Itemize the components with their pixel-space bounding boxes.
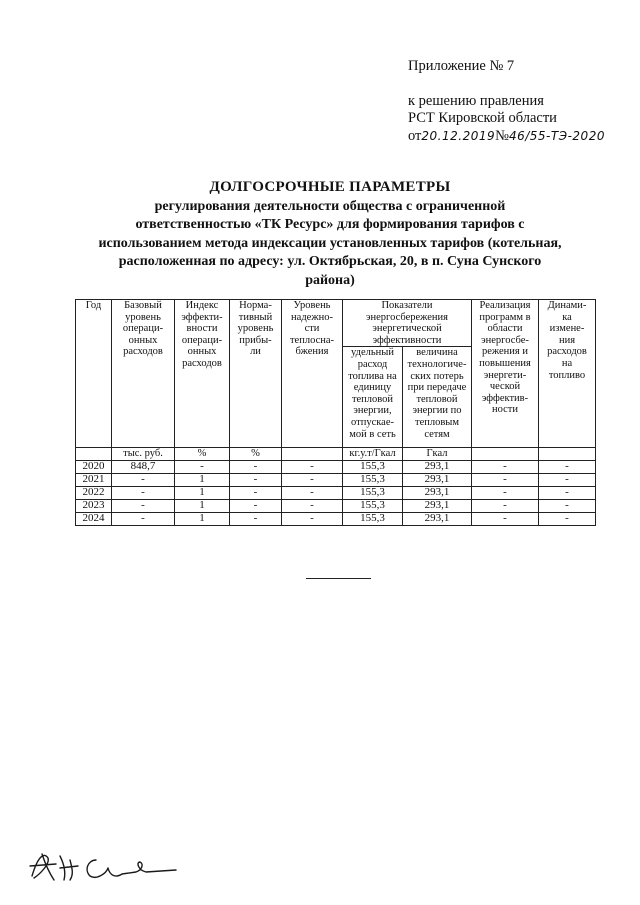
header-text-line: удельный <box>351 347 394 359</box>
header-fuel-text <box>344 347 401 440</box>
header-text-line: топлива на <box>348 370 397 382</box>
cell-programs: - <box>472 473 539 486</box>
cell-index: 1 <box>175 486 230 499</box>
header-text-line: энергети- <box>483 369 527 381</box>
cell-loss: 293,1 <box>403 460 472 473</box>
cell-norm: - <box>230 460 282 473</box>
cell-year: 2021 <box>76 473 112 486</box>
appendix-number: Приложение № 7 <box>408 58 515 74</box>
handwritten-date: 20.12.2019 <box>421 128 496 143</box>
handwritten-signature <box>26 846 186 886</box>
header-text-line: программ в <box>479 311 531 323</box>
title-line-2: ответственностью «ТК Ресурс» для формирования тарифов с <box>135 217 525 232</box>
cell-base: - <box>112 499 175 512</box>
header-programs <box>472 300 539 448</box>
cell-reliability: - <box>282 512 343 525</box>
cell-norm: - <box>230 473 282 486</box>
cell-dynamics: - <box>539 512 596 525</box>
header-text-line: Реализация <box>479 300 531 311</box>
header-text-line: уровень <box>125 311 161 323</box>
handwritten-number: 46/55-ТЭ-2020 <box>508 128 605 143</box>
cell-loss: 293,1 <box>403 512 472 525</box>
header-text-line: отпускае- <box>351 416 394 428</box>
cell-fuel: 155,3 <box>343 486 403 499</box>
header-text-line: энергосбе- <box>481 334 529 346</box>
unit-norm: % <box>230 448 282 461</box>
cell-loss: 293,1 <box>403 499 472 512</box>
title-main: ДОЛГОСРОЧНЫЕ ПАРАМЕТРЫ <box>209 179 451 195</box>
header-text-line: мой в сеть <box>349 428 396 440</box>
table-row <box>76 486 596 499</box>
header-norm <box>230 300 282 448</box>
header-text-line: сетям <box>424 428 450 440</box>
header-text-line: режения и <box>482 346 528 358</box>
cell-year: 2023 <box>76 499 112 512</box>
title-line-4: расположенная по адресу: ул. Октябрьская, 20, в п. Суна Сунского <box>118 254 542 269</box>
header-text-line: надежно- <box>291 311 333 323</box>
header-text-line: сти <box>304 323 320 335</box>
header-text-line: топливо <box>548 369 586 381</box>
header-base <box>112 300 175 448</box>
header-text-line: прибы- <box>239 334 272 346</box>
cell-fuel: 155,3 <box>343 460 403 473</box>
header-text-line: технологиче- <box>407 358 467 370</box>
header-reliability-text <box>283 300 341 358</box>
header-programs-text <box>473 300 537 416</box>
table-row <box>76 460 596 473</box>
header-text-line: измене- <box>549 323 585 335</box>
cell-year: 2024 <box>76 512 112 525</box>
unit-fuel: кг.у.т/Гкал <box>343 448 403 461</box>
header-text-line: Динами- <box>547 300 587 311</box>
cell-year: 2020 <box>76 460 112 473</box>
header-loss <box>403 347 472 448</box>
cell-index: 1 <box>175 512 230 525</box>
header-reliability <box>282 300 343 448</box>
header-text-line: тепловой <box>351 393 394 405</box>
header-text-line: расход <box>357 358 388 370</box>
unit-base: тыс. руб. <box>112 448 175 461</box>
header-text-line: области <box>487 323 523 335</box>
unit-reliability <box>282 448 343 461</box>
header-text-line: Базовый <box>124 300 162 311</box>
cell-programs: - <box>472 499 539 512</box>
header-text-line: на <box>561 357 573 369</box>
header-dynamics-text <box>540 300 594 381</box>
cell-dynamics: - <box>539 499 596 512</box>
header-text-line: вности <box>186 323 218 335</box>
header-text-line: онных <box>128 334 158 346</box>
decision-line-1: к решению правления <box>408 92 544 109</box>
table-row <box>76 512 596 525</box>
header-energy <box>343 300 472 347</box>
header-text-line: Уровень <box>293 300 331 311</box>
cell-norm: - <box>230 512 282 525</box>
header-text-line: повышения <box>479 357 531 369</box>
cell-programs: - <box>472 460 539 473</box>
header-text-line: Норма- <box>239 300 272 311</box>
header-text-line: единицу <box>353 382 392 394</box>
table-row <box>76 499 596 512</box>
cell-year: 2022 <box>76 486 112 499</box>
title-line-3: использованием метода индексации установленных тарифов (котельная, <box>98 235 562 251</box>
header-text-line: эффективности <box>372 334 442 346</box>
cell-reliability: - <box>282 473 343 486</box>
cell-reliability: - <box>282 460 343 473</box>
header-year <box>76 300 112 448</box>
header-text-line: Индекс <box>185 300 219 311</box>
cell-fuel: 155,3 <box>343 473 403 486</box>
end-rule <box>306 578 371 579</box>
cell-base: - <box>112 473 175 486</box>
header-loss-text <box>404 347 470 440</box>
number-sign: № <box>495 127 509 144</box>
title-line-1: регулирования деятельности общества с ограниченной <box>154 198 506 214</box>
cell-reliability: - <box>282 499 343 512</box>
header-dynamics <box>539 300 596 448</box>
cell-base: - <box>112 486 175 499</box>
decision-line-3 <box>408 128 605 146</box>
cell-reliability: - <box>282 486 343 499</box>
unit-programs <box>472 448 539 461</box>
cell-norm: - <box>230 486 282 499</box>
header-text-line: уровень <box>237 323 274 335</box>
header-text-line: эффектив- <box>481 392 529 404</box>
cell-fuel: 155,3 <box>343 512 403 525</box>
cell-dynamics: - <box>539 473 596 486</box>
cell-loss: 293,1 <box>403 473 472 486</box>
header-text-line: ских потерь <box>410 370 464 382</box>
header-text-line: энергетической <box>372 323 442 335</box>
header-text-line: тивный <box>238 311 273 323</box>
header-text-line: величина <box>416 347 458 359</box>
header-text-line: эффекти- <box>181 311 223 323</box>
cell-base: - <box>112 512 175 525</box>
document-title <box>70 178 590 290</box>
header-text-line: бжения <box>295 346 329 358</box>
header-text-line: энергии, <box>353 405 392 417</box>
header-text-line: при передаче <box>407 382 467 394</box>
header-base-text <box>113 300 173 358</box>
unit-index: % <box>175 448 230 461</box>
header-text-line: тепловым <box>414 416 459 428</box>
cell-base: 848,7 <box>112 460 175 473</box>
header-text-line: операци- <box>122 323 164 335</box>
cell-index: - <box>175 460 230 473</box>
header-text-line: энергии по <box>412 405 462 417</box>
header-text-line: расходов <box>547 346 587 358</box>
cell-norm: - <box>230 499 282 512</box>
unit-dynamics <box>539 448 596 461</box>
cell-dynamics: - <box>539 486 596 499</box>
table-row <box>76 473 596 486</box>
header-text-line: расходов <box>182 357 222 369</box>
cell-fuel: 155,3 <box>343 499 403 512</box>
header-text-line: ческой <box>489 381 521 393</box>
header-text-line: расходов <box>123 346 163 358</box>
header-text-line: энергосбережения <box>365 311 448 323</box>
header-year-text: Год <box>85 300 102 311</box>
header-text-line: тепловой <box>416 393 458 405</box>
header-text-line: ния <box>558 334 576 346</box>
header-text-line: онных <box>187 346 217 358</box>
header-text-line: ли <box>250 346 261 358</box>
header-text-line: теплосна- <box>289 334 335 346</box>
appendix-header <box>408 58 605 145</box>
header-text-line: Показатели <box>381 300 433 311</box>
header-text-line: ности <box>492 404 518 416</box>
header-text-line: ка <box>562 311 572 323</box>
cell-programs: - <box>472 486 539 499</box>
unit-year <box>76 448 112 461</box>
header-index-text <box>176 300 228 370</box>
parameters-table <box>75 299 596 526</box>
header-index <box>175 300 230 448</box>
cell-dynamics: - <box>539 460 596 473</box>
header-norm-text <box>231 300 280 358</box>
date-prefix: от <box>408 127 422 144</box>
header-text-line: операци- <box>181 334 223 346</box>
cell-index: 1 <box>175 473 230 486</box>
unit-loss: Гкал <box>403 448 472 461</box>
cell-loss: 293,1 <box>403 486 472 499</box>
title-line-5: района) <box>305 272 355 288</box>
header-energy-text <box>344 300 470 346</box>
header-fuel <box>343 347 403 448</box>
decision-line-2: РСТ Кировской области <box>408 110 557 126</box>
cell-programs: - <box>472 512 539 525</box>
cell-index: 1 <box>175 499 230 512</box>
